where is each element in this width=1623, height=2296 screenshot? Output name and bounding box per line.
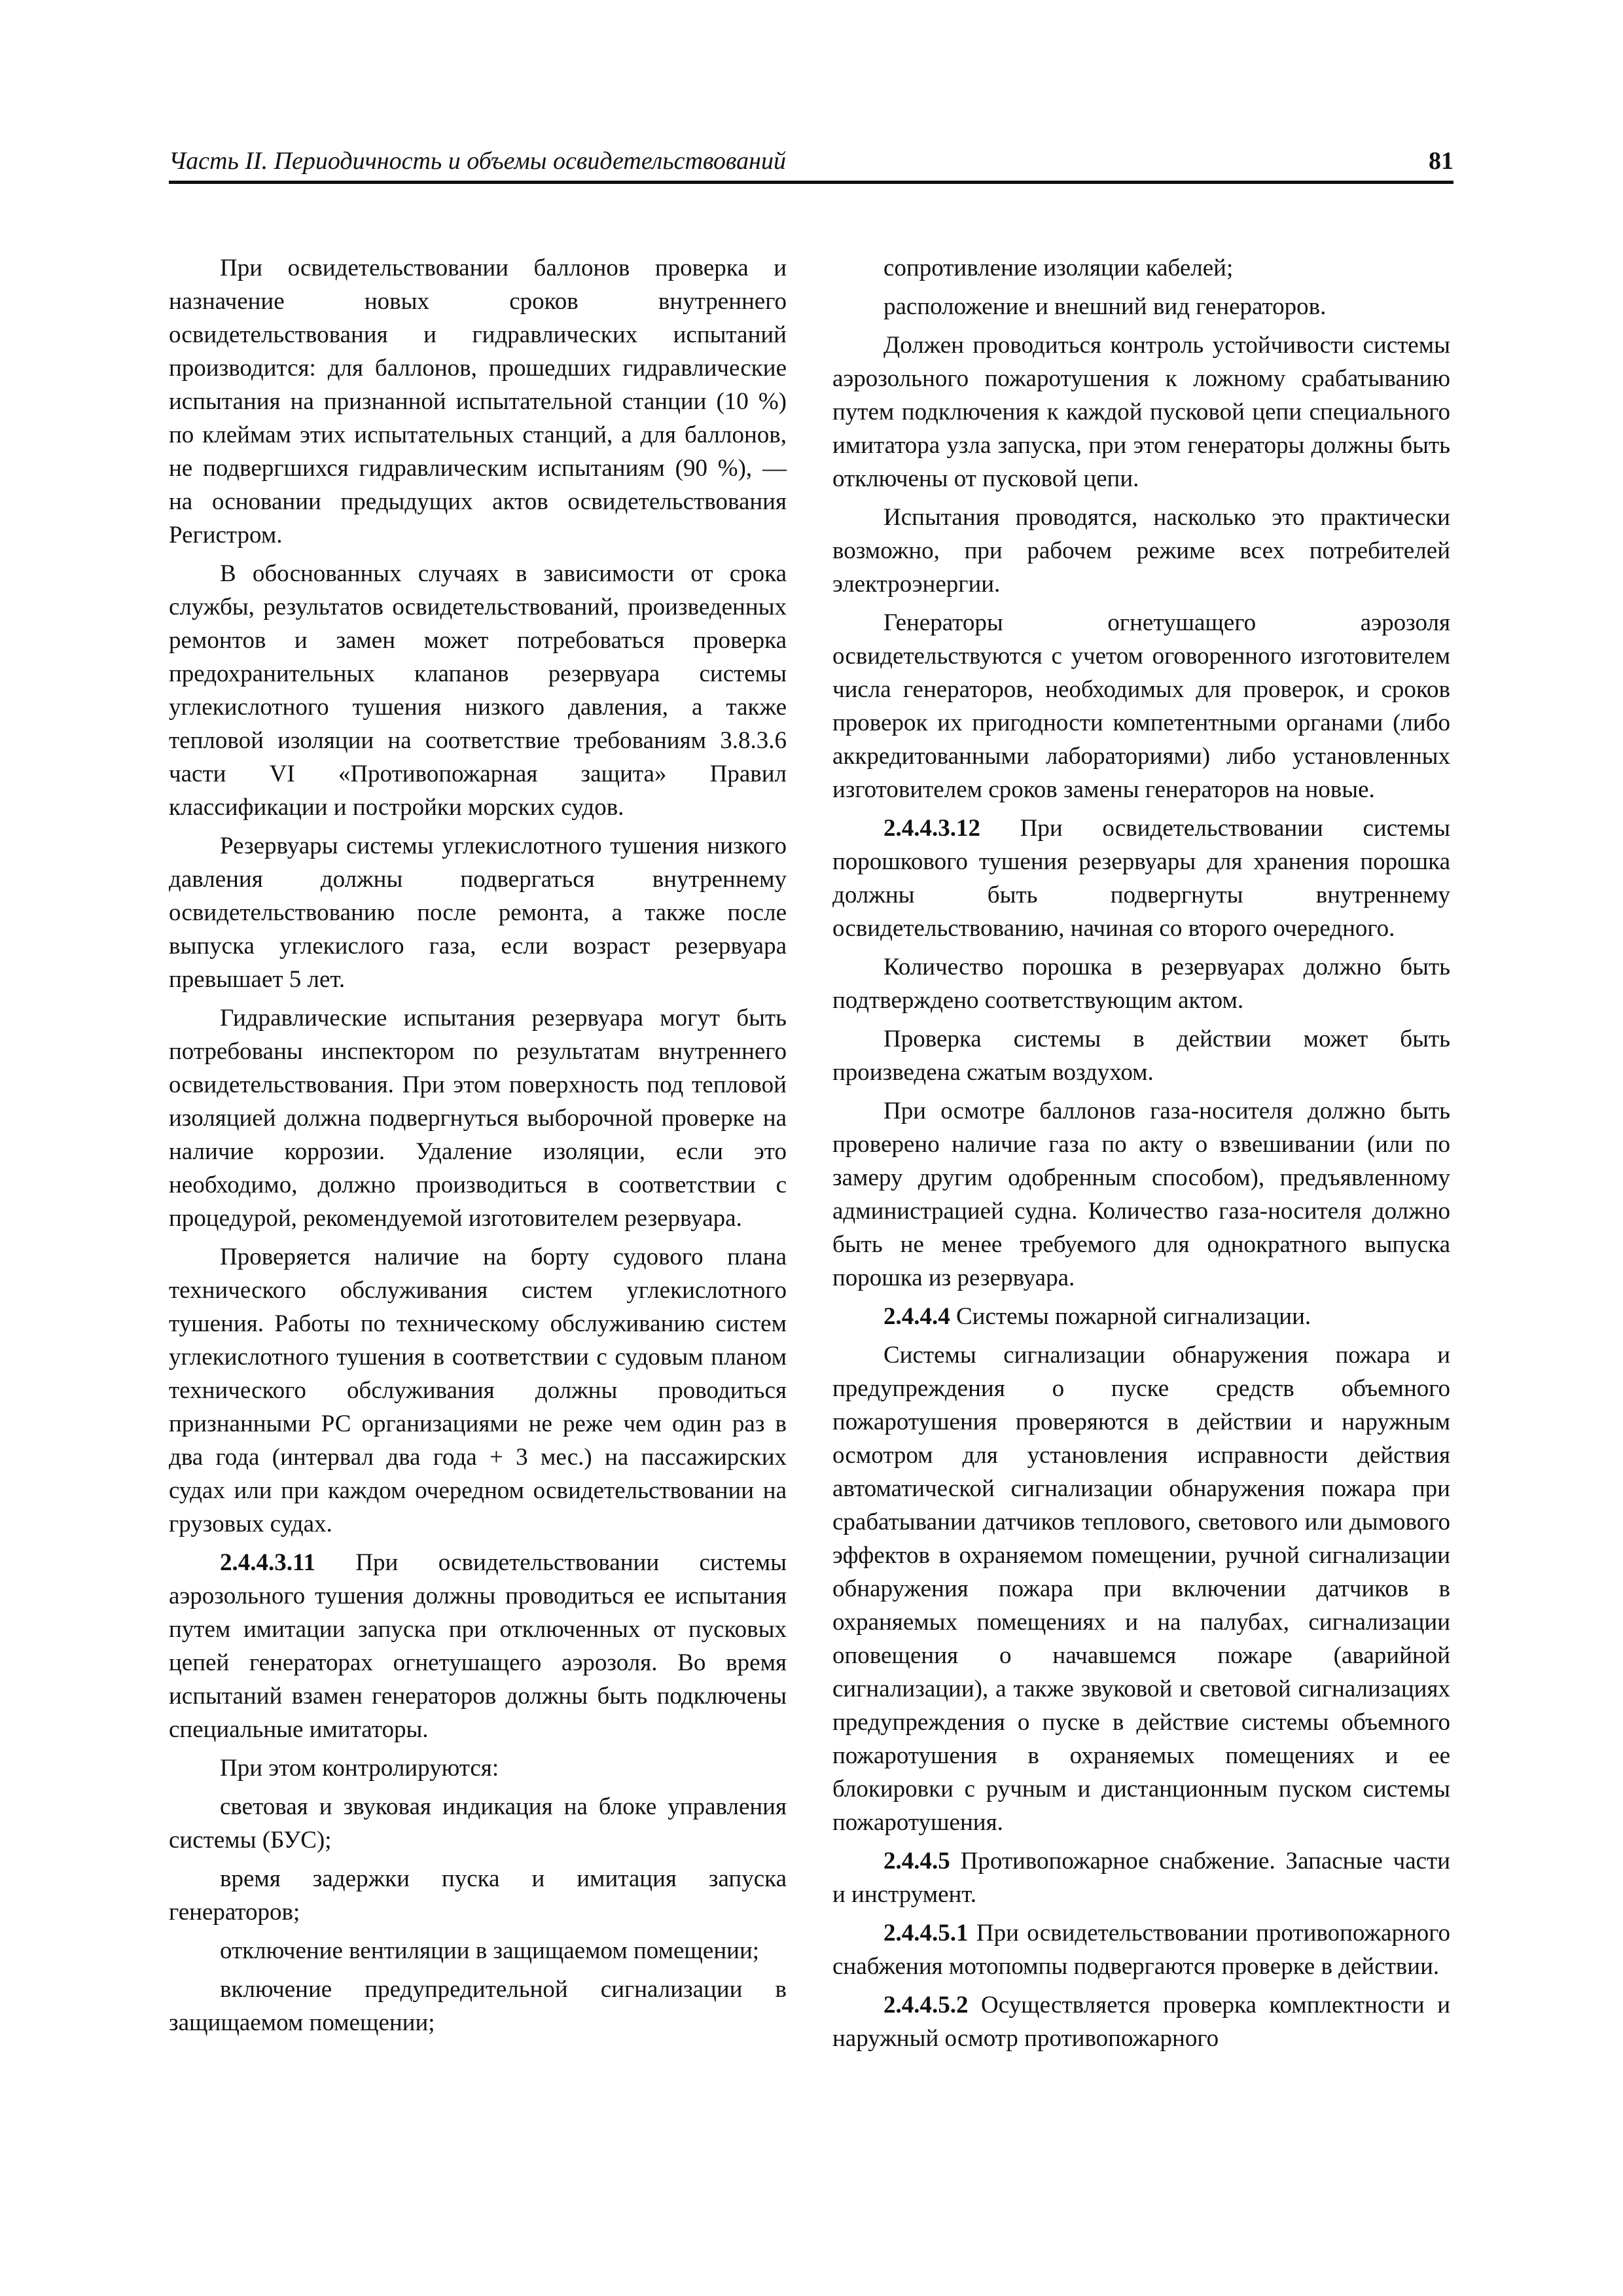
paragraph <box>169 1546 787 1746</box>
paragraph-text: сопротивление изоляции кабелей; <box>883 255 1234 281</box>
paragraph <box>832 606 1450 806</box>
paragraph <box>169 1790 787 1857</box>
paragraph <box>832 1844 1450 1911</box>
paragraph <box>169 1751 787 1785</box>
paragraph-text: При освидетельствовании системы порошкового тушения резервуары для хранения порошка должны быть подвергнуты внутреннему освидетельствованию, начиная со второго очередного. <box>832 815 1450 942</box>
left-text-column <box>169 251 787 2045</box>
paragraph <box>169 1001 787 1235</box>
running-header <box>169 140 1454 184</box>
paragraph <box>832 290 1450 323</box>
paragraph-text: включение предупредительной сигнализации в защищаемом помещении; <box>169 1976 787 2036</box>
section-number: 2.4.4.3.11 <box>220 1549 315 1576</box>
paragraph-text: время задержки пуска и имитация запуска генераторов; <box>169 1865 787 1926</box>
paragraph <box>832 950 1450 1017</box>
paragraph-text: При освидетельствовании баллонов проверка и назначение новых сроков внутреннего освидетельствования и гидравлических испытаний производится: для баллонов, прошедших гидравлические испытания на признанной испытательной станции (10 %) по клеймам этих испытательных станций, а для баллонов, не подвергшихся гидравлическим испытаниям (90 %), — на основании предыдущих актов освидетельствования Регистром. <box>169 255 787 548</box>
paragraph-text: Количество порошка в резервуарах должно быть подтверждено соответствующим актом. <box>832 954 1450 1014</box>
paragraph <box>169 1934 787 1967</box>
paragraph-text: отключение вентиляции в защищаемом помещении; <box>220 1937 760 1964</box>
section-number: 2.4.4.5.1 <box>883 1920 969 1946</box>
paragraph-text: При освидетельствовании системы аэрозольного тушения должны проводиться ее испытания путем имитации запуска при отключенных от пусковых цепей генераторах огнетушащего аэрозоля. Во время испытаний взамен генераторов должны быть подключены специальные имитаторы. <box>169 1549 787 1743</box>
paragraph-text: При осмотре баллонов газа-носителя должно быть проверено наличие газа по акту о взвешивании (или по замеру другим одобренным способом), предъявленному администрацией судна. Количество газа-носителя должно быть не менее требуемого для однократного выпуска порошка из резервуара. <box>832 1098 1450 1291</box>
paragraph <box>169 829 787 996</box>
paragraph-text: Проверка системы в действии может быть произведена сжатым воздухом. <box>832 1026 1450 1086</box>
paragraph-text: расположение и внешний вид генераторов. <box>883 293 1327 320</box>
paragraph-text: Осуществляется проверка комплектности и наружный осмотр противопожарного <box>832 1992 1451 2052</box>
paragraph-text: В обоснованных случаях в зависимости от срока службы, результатов освидетельствований, произведенных ремонтов и замен может потребоваться проверка предохранительных клапанов резервуара системы углекислотного тушения низкого давления, а также тепловой изоляции на соответствие требованиям 3.8.3.6 части VI «Противопожарная защита» Правил классификации и постройки морских судов. <box>169 560 787 821</box>
running-title: Часть II. Периодичность и объемы освидетельствований <box>169 147 787 175</box>
section-number: 2.4.4.5 <box>883 1848 950 1874</box>
section-number: 2.4.4.4 <box>883 1303 950 1330</box>
paragraph <box>832 1988 1450 2055</box>
paragraph-text: При освидетельствовании противопожарного снабжения мотопомпы подвергаются проверке в действии. <box>832 1920 1451 1980</box>
paragraph <box>832 329 1450 495</box>
paragraph-text: световая и звуковая индикация на блоке управления системы (БУС); <box>169 1793 787 1854</box>
paragraph <box>169 1862 787 1929</box>
paragraph <box>832 1338 1450 1839</box>
paragraph <box>169 557 787 824</box>
section-number: 2.4.4.5.2 <box>883 1992 969 2018</box>
paragraph-text: Должен проводиться контроль устойчивости системы аэрозольного пожаротушения к ложному срабатыванию путем подключения к каждой пусковой цепи специального имитатора узла запуска, при этом генераторы должны быть отключены от пусковой цепи. <box>832 332 1450 492</box>
paragraph <box>169 1240 787 1541</box>
paragraph <box>832 501 1450 601</box>
paragraph-text: Системы сигнализации обнаружения пожара и предупреждения о пуске средств объемного пожаротушения проверяются в действии и наружным осмотром для установления исправности действия автоматической сигнализации обнаружения пожара при срабатывании датчиков теплового, светового или дымового эффектов в охраняемом помещении, ручной сигнализации обнаружения пожара при включении датчиков в охраняемых помещениях и на палубах, сигнализации оповещения о начавшемся пожаре (аварийной сигнализации), а также звуковой и световой сигнализациях предупреждения о пуске в действие системы объемного пожаротушения в охраняемых помещениях и ее блокировки с ручным и дистанционным пуском системы пожаротушения. <box>832 1342 1450 1836</box>
paragraph <box>832 1094 1450 1295</box>
paragraph <box>832 812 1450 945</box>
paragraph-text: Гидравлические испытания резервуара могут быть потребованы инспектором по результатам внутреннего освидетельствования. При этом поверхность под тепловой изоляцией должна подвергнуться выборочной проверке на наличие коррозии. Удаление изоляции, если это необходимо, должно производиться в соответствии с процедурой, рекомендуемой изготовителем резервуара. <box>169 1005 787 1232</box>
paragraph-text: Генераторы огнетушащего аэрозоля освидетельствуются с учетом оговоренного изготовителем числа генераторов, необходимых для проверок, и сроков проверок их пригодности компетентными органами (либо аккредитованными лабораториями) либо установленных изготовителем сроков замены генераторов на новые. <box>832 609 1450 803</box>
paragraph-text: Противопожарное снабжение. Запасные части и инструмент. <box>832 1848 1451 1908</box>
paragraph <box>832 1300 1450 1333</box>
paragraph-text: Резервуары системы углекислотного тушения низкого давления должны подвергаться внутреннему освидетельствованию после ремонта, а также после выпуска углекислого газа, если возраст резервуара превышает 5 лет. <box>169 833 787 993</box>
paragraph <box>832 251 1450 285</box>
paragraph <box>832 1916 1450 1983</box>
paragraph-text: Проверяется наличие на борту судового плана технического обслуживания систем углекислотного тушения. Работы по техническому обслуживанию систем углекислотного тушения в соответствии с судовым планом технического обслуживания должны проводиться признанными РС организациями не реже чем один раз в два года (интервал два года + 3 мес.) на пассажирских судах или при каждом очередном освидетельствовании на грузовых судах. <box>169 1244 787 1537</box>
paragraph-text: Системы пожарной сигнализации. <box>956 1303 1311 1330</box>
section-number: 2.4.4.3.12 <box>883 815 980 842</box>
paragraph <box>832 1022 1450 1089</box>
page-number: 81 <box>1429 147 1454 175</box>
right-text-column <box>832 251 1450 2060</box>
paragraph <box>169 251 787 552</box>
paragraph <box>169 1973 787 2039</box>
paragraph-text: Испытания проводятся, насколько это практически возможно, при рабочем режиме всех потребителей электроэнергии. <box>832 504 1450 598</box>
paragraph-text: При этом контролируются: <box>220 1755 499 1782</box>
